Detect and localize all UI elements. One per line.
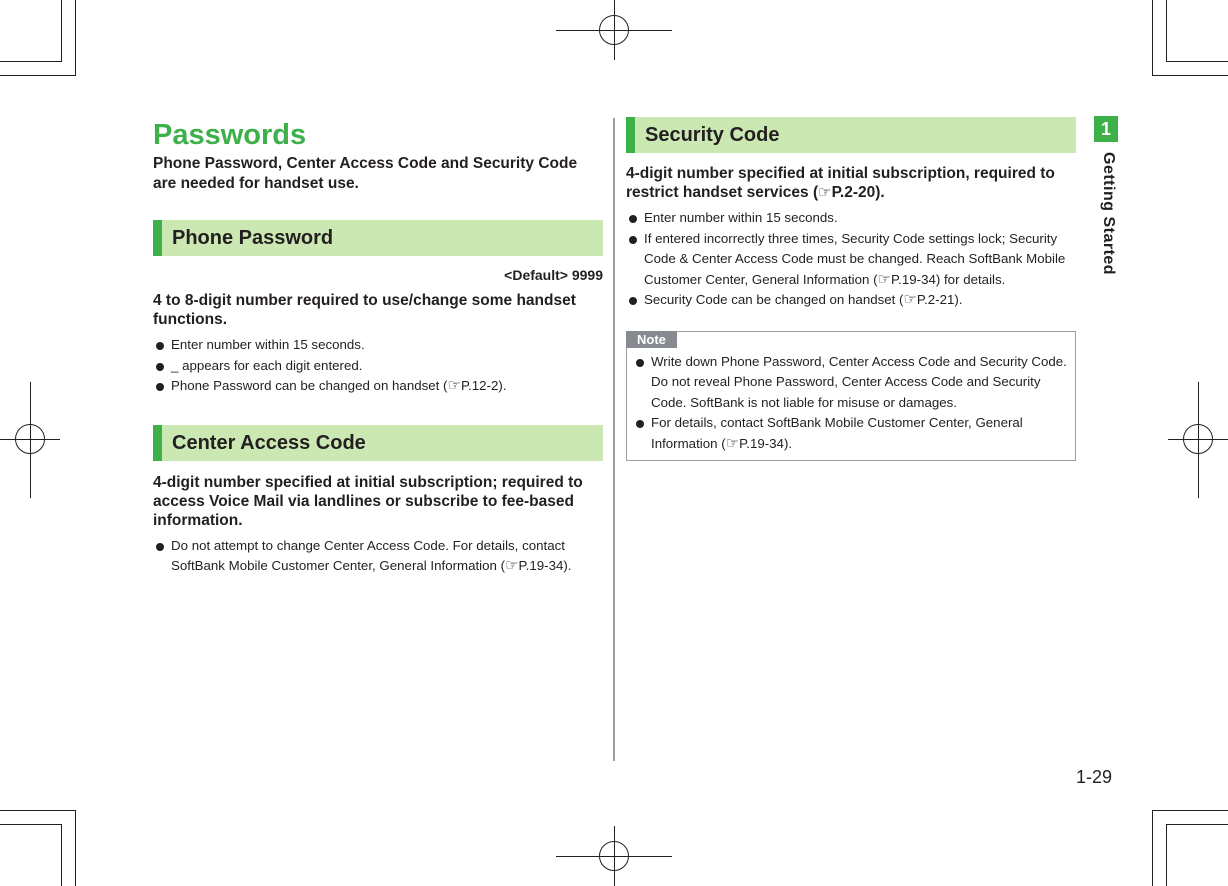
pointing-hand-icon: ☞ xyxy=(725,434,740,452)
center-access-code-heading: Center Access Code xyxy=(153,425,603,461)
list-item: Enter number within 15 seconds. xyxy=(153,335,603,356)
security-code-list xyxy=(626,208,1076,311)
chapter-title: Getting Started xyxy=(1100,152,1117,276)
page-reference-link[interactable]: P.2-21). xyxy=(916,292,963,307)
page-reference-link[interactable]: P.19-34) for details. xyxy=(891,271,1006,287)
list-item: _ appears for each digit entered. xyxy=(153,356,603,377)
note-label: Note xyxy=(626,331,677,348)
list-item: If entered incorrectly three times, Security Code settings lock; Security Code & Center Access Code must be changed. Reach SoftBank Mobile Customer Center, General Information (☞P.19-34) for details. xyxy=(626,229,1076,291)
right-column xyxy=(626,117,1076,461)
pointing-hand-icon: ☞ xyxy=(447,377,461,394)
list-item: Phone Password can be changed on handset (☞P.12-2). xyxy=(153,376,603,397)
pointing-hand-icon: ☞ xyxy=(818,184,832,201)
column-divider xyxy=(613,118,615,761)
list-item: Write down Phone Password, Center Access Code and Security Code. Do not reveal Phone Password, Center Access Code and Security Code. SoftBank is not liable for misuse or damages. xyxy=(633,352,1069,414)
list-item: Enter number within 15 seconds. xyxy=(626,208,1076,229)
intro-text: Phone Password, Center Access Code and Security Code are needed for handset use. xyxy=(153,155,578,192)
phone-password-lead: 4 to 8-digit number required to use/change some handset functions. xyxy=(153,292,576,328)
page-reference-link[interactable]: P.19-34). xyxy=(518,558,572,573)
chapter-number: 1 xyxy=(1094,116,1118,142)
center-access-code-list xyxy=(153,536,603,577)
list-item: Do not attempt to change Center Access Code. For details, contact SoftBank Mobile Customer Center, General Information (☞P.19-34). xyxy=(153,536,603,577)
phone-password-heading: Phone Password xyxy=(153,220,603,256)
pointing-hand-icon: ☞ xyxy=(877,270,891,288)
phone-password-list xyxy=(153,335,603,397)
center-access-code-lead: 4-digit number specified at initial subscription; required to access Voice Mail via landlines or subscribe to fee-based information. xyxy=(153,473,583,529)
left-column xyxy=(153,115,603,577)
page-reference-link[interactable]: P.12-2). xyxy=(460,378,507,393)
page-reference-link[interactable]: P.2-20). xyxy=(831,184,885,201)
list-item: For details, contact SoftBank Mobile Customer Center, General Information (☞P.19-34). xyxy=(633,413,1069,454)
default-value: <Default> 9999 xyxy=(504,267,603,283)
note-list xyxy=(633,352,1069,455)
page-title: Passwords xyxy=(153,119,307,151)
list-item: Security Code can be changed on handset (☞P.2-21). xyxy=(626,290,1076,311)
page-reference-link[interactable]: P.19-34). xyxy=(739,435,793,451)
note-box xyxy=(626,331,1076,462)
security-code-lead: 4-digit number specified at initial subscription, required to restrict handset services (☞P.2-20). xyxy=(626,165,1055,201)
pointing-hand-icon: ☞ xyxy=(505,557,519,574)
security-code-heading: Security Code xyxy=(626,117,1076,153)
page-number: 1-29 xyxy=(1076,767,1113,787)
pointing-hand-icon: ☞ xyxy=(903,291,917,308)
